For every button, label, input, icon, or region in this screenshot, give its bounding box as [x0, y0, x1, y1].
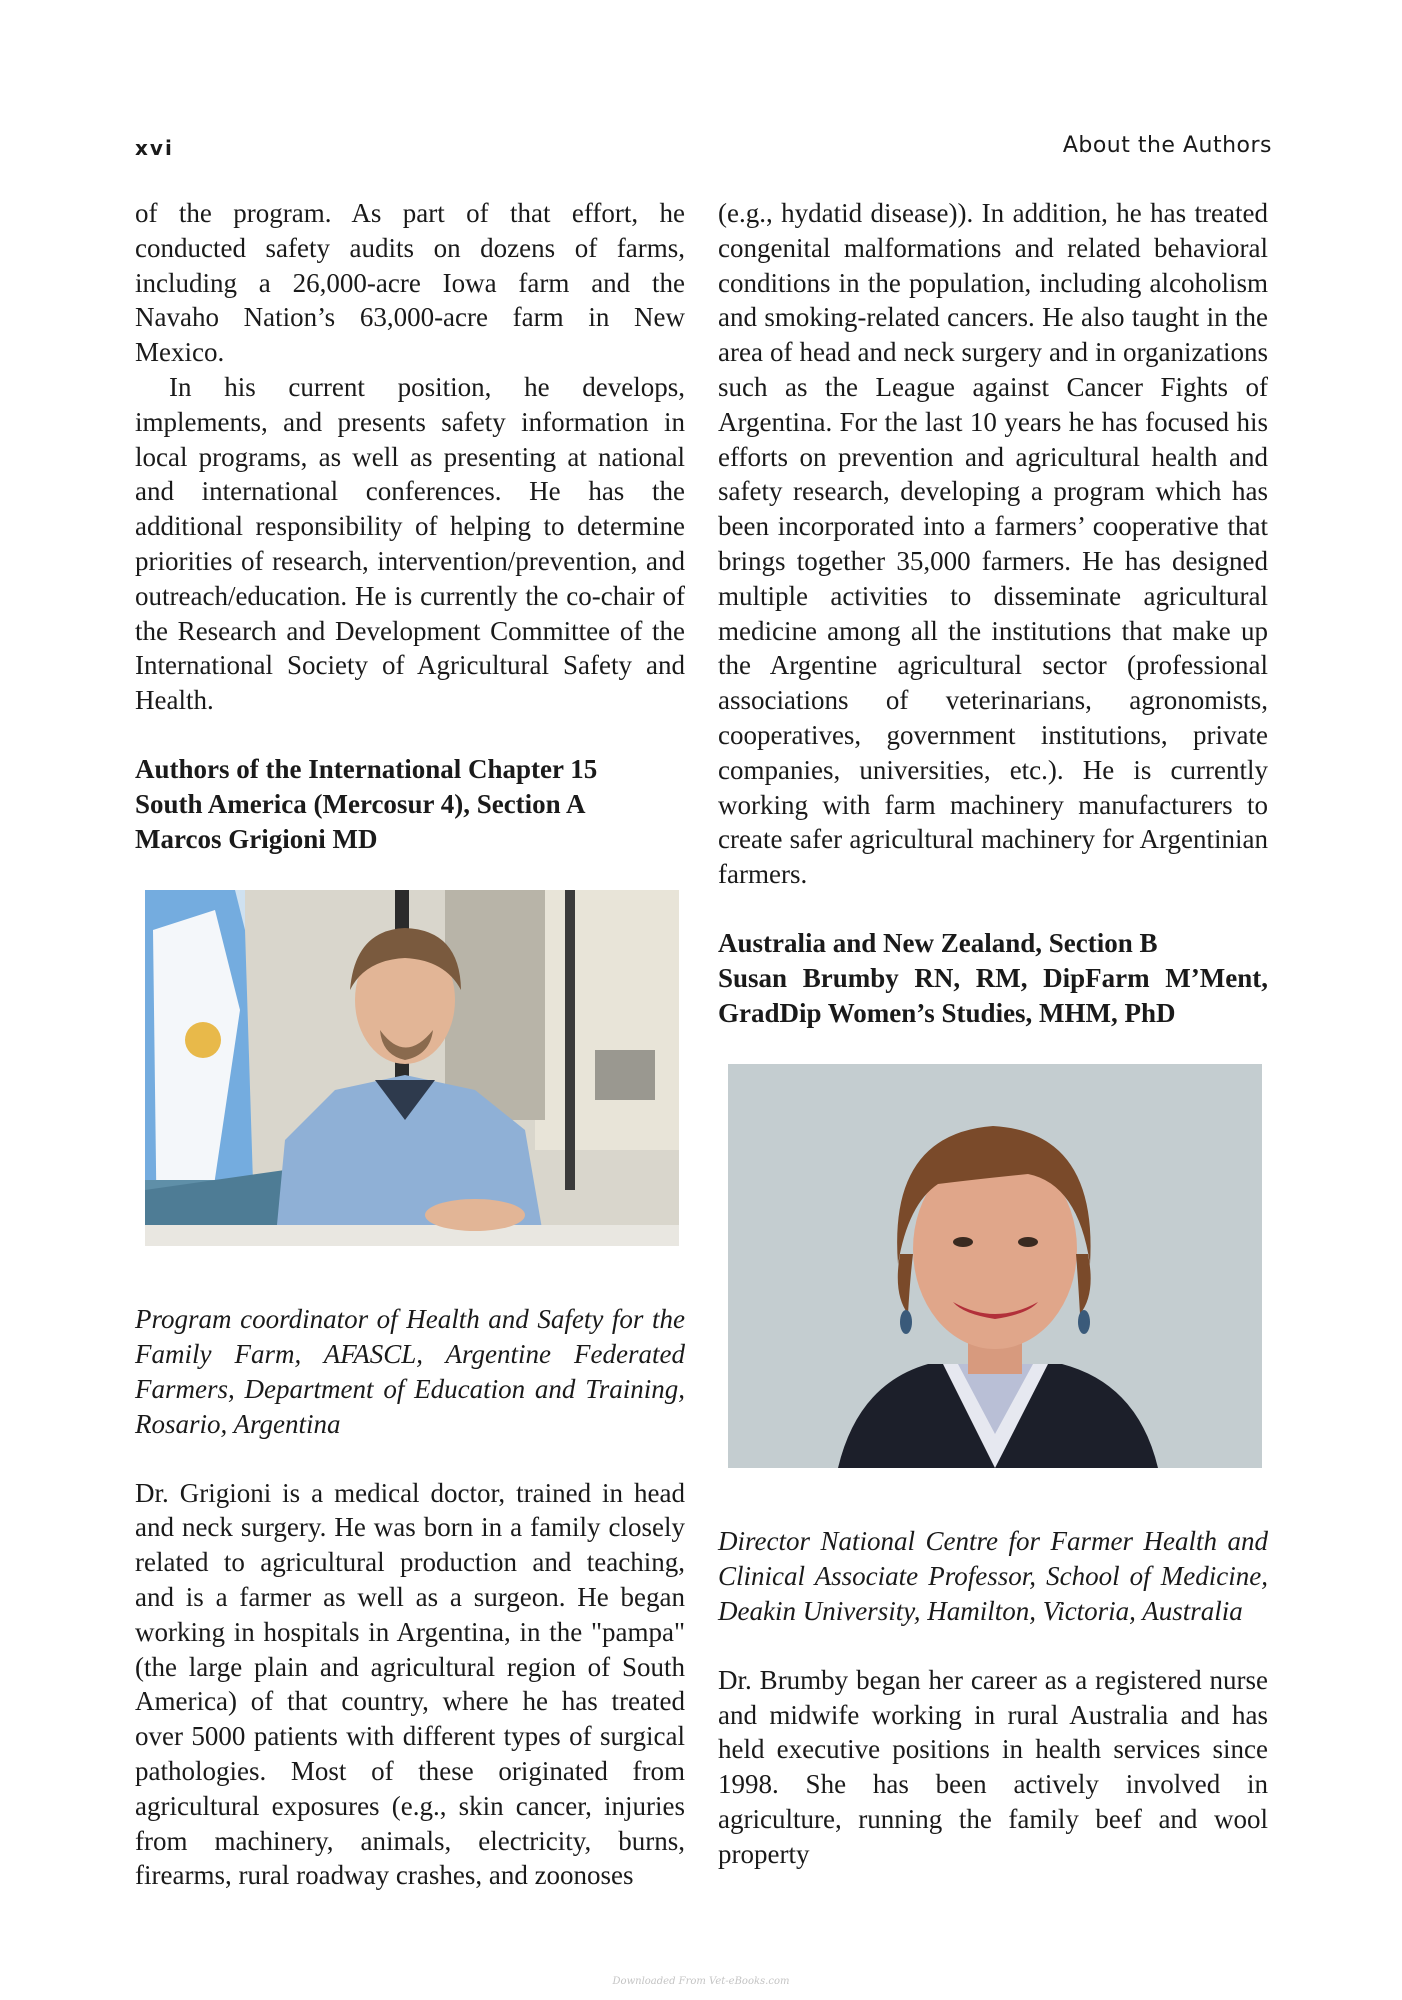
page-number: xvi — [135, 136, 174, 160]
left-paragraph-1: of the program. As part of that effort, he conducted safety audits on dozens of farms, including a 26,000-acre Iowa farm and the Navaho Nation’s 63,000-acre farm in New Mexico. — [135, 198, 685, 368]
download-watermark: Downloaded From Vet-eBooks.com — [612, 1976, 790, 1987]
author-name-brumby: Susan Brumby RN, RM, DipFarm M’Ment, GradDip Women’s Studies, MHM, PhD — [718, 962, 1268, 1028]
section-a-heading-line-1: Authors of the International Chapter 15 — [135, 753, 598, 784]
section-b-heading — [718, 926, 1268, 1030]
author-name-grigioni: Marcos Grigioni MD — [135, 823, 378, 854]
left-column — [135, 196, 685, 1893]
bio-brumby: Dr. Brumby began her career as a registered nurse and midwife working in rural Australia and has held executive positions in health services since 1998. She has been actively involved in agriculture, running the family beef and wool property — [718, 1664, 1268, 1869]
running-head: About the Authors — [1062, 133, 1272, 158]
bio-grigioni: Dr. Grigioni is a medical doctor, trained in head and neck surgery. He was born in a family closely related to agricultural production and teaching, and is a farmer as well as a surgeon. He began working in hospitals in Argentina, in the "pampa" (the large plain and agricultural region of South America) of that country, where he has treated over 5000 patients with different types of surgical pathologies. Most of these originated from agricultural exposures (e.g., skin cancer, injuries from machinery, animals, electricity, burns, firearms, rural roadway crashes, and zoonoses — [135, 1477, 685, 1891]
left-paragraph-2: In his current position, he develops, implements, and presents safety information in local programs, as well as presenting at national and international conferences. He has the additional responsibility of helping to determine priorities of research, intervention/prevention, and outreach/education. He is currently the co-chair of the Research and Development Committee of the International Society of Agricultural Safety and Health. — [135, 371, 685, 716]
affiliation-brumby: Director National Centre for Farmer Health and Clinical Associate Professor, School of Medicine, Deakin University, Hamilton, Victoria, Australia — [718, 1526, 1268, 1626]
affiliation-grigioni: Program coordinator of Health and Safety for the Family Farm, AFASCL, Argentine Federated Farmers, Department of Education and Training, Rosario, Argentina — [135, 1304, 685, 1439]
right-column — [718, 196, 1268, 1872]
right-paragraph-1: (e.g., hydatid disease)). In addition, he has treated congenital malformations and related behavioral conditions in the population, including alcoholism and smoking-related cancers. He also taught in the area of head and neck surgery and in organizations such as the League against Cancer Fights of Argentina. For the last 10 years he has focused his efforts on prevention and agricultural health and safety research, developing a program which has been incorporated into a farmers’ cooperative that brings together 35,000 farmers. He has designed multiple activities to disseminate agricultural medicine among all the institutions that make up the Argentine agricultural sector (professional associations of veterinarians, agronomists, cooperatives, government institutions, private companies, universities, etc.). He is currently working with farm machinery manufacturers to create safer agricultural machinery for Argentinian farmers. — [718, 198, 1268, 890]
section-b-heading-line-1: Australia and New Zealand, Section B — [718, 927, 1158, 958]
section-a-heading — [135, 752, 685, 856]
portrait-photo-grigioni — [145, 890, 679, 1246]
section-a-heading-line-2: South America (Mercosur 4), Section A — [135, 788, 586, 819]
portrait-photo-brumby — [728, 1064, 1262, 1468]
